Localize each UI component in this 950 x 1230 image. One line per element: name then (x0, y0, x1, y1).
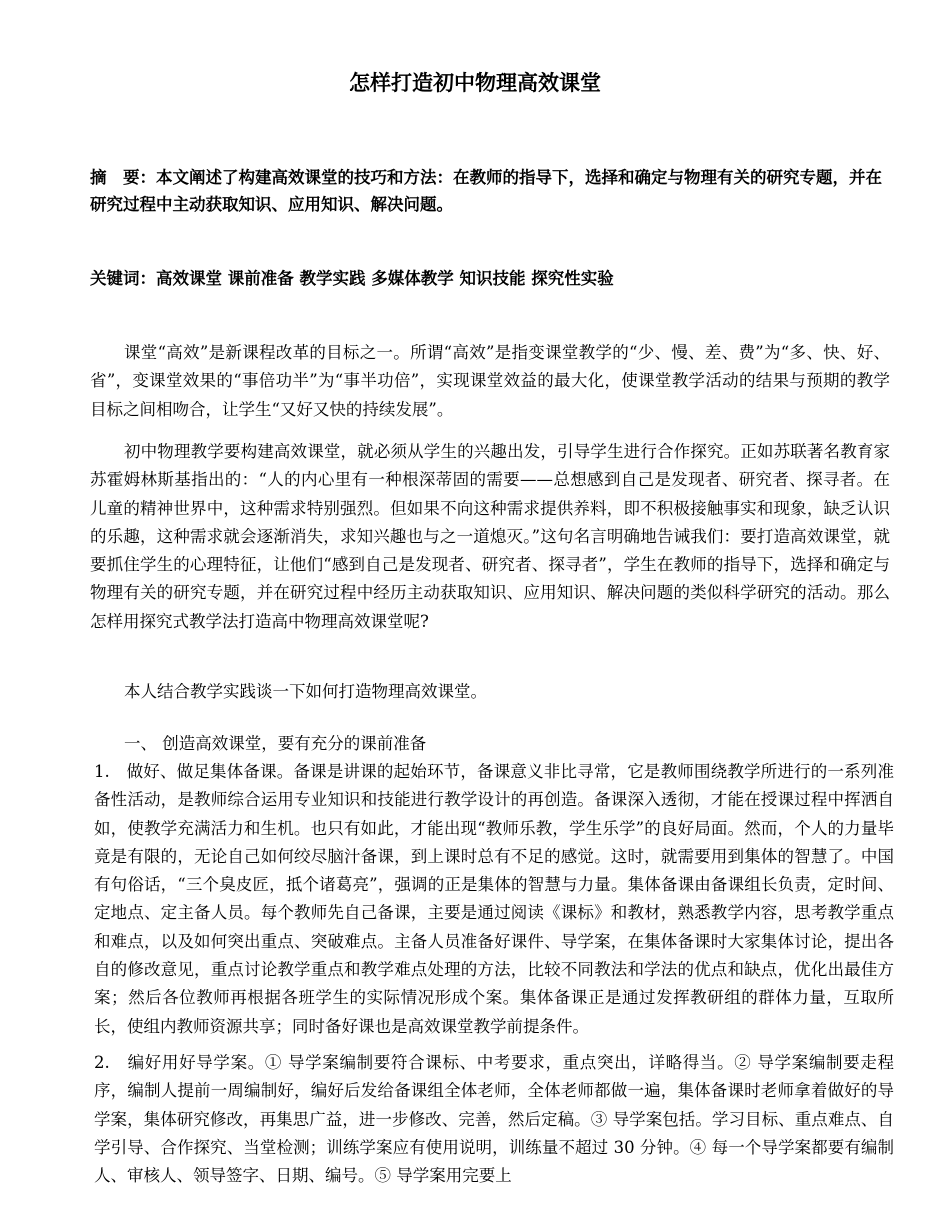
keywords: 关键词：高效课堂 课前准备 教学实践 多媒体教学 知识技能 探究性实验 (90, 269, 614, 288)
paragraph-intro: 课堂“高效”是新课程改革的目标之一。所谓“高效”是指变课堂教学的“少、慢、差、费”为“多、快、好、省”，变课堂效果的“事倍功半”为“事半功倍”，实现课堂效益的最大化，使课堂教学活动的结果与预期的教学目标之间相吻合，让学生“又好又快的持续发展”。 (90, 343, 890, 419)
list-item-learning-guide: 2. 编好用好导学案。① 导学案编制要符合课标、中考要求，重点突出，详略得当。② 导学案编制要走程序，编制人提前一周编制好，编好后发给备课组全体老师，全体老师都做一遍，集体备课时老师拿着做好的导学案，集体研究修改，再集思广益，进一步修改、完善，然后定稿。③ 导学案包括。学习目标、重点难点、自学引导、合作探究、当堂检测；训练学案应有使用说明，训练量不超过 30 分钟。④ 每一个导学案都要有编制人、审核人、领导签字、日期、编号。⑤ 导学案用完要上 (94, 1053, 894, 1186)
paragraph-transition: 本人结合教学实践谈一下如何打造物理高效课堂。 (124, 682, 487, 701)
abstract: 摘 要：本文阐述了构建高效课堂的技巧和方法：在教师的指导下，选择和确定与物理有关的研究专题，并在研究过程中主动获取知识、应用知识、解决问题。 (90, 168, 882, 214)
section-heading: 一、 创造高效课堂，要有充分的课前准备 (124, 734, 427, 753)
paragraph-main: 初中物理教学要构建高效课堂，就必须从学生的兴趣出发，引导学生进行合作探究。正如苏联著名教育家苏霍姆林斯基指出的：“人的内心里有一种根深蒂固的需要——总想感到自己是发现者、研究者、探寻者。在儿童的精神世界中，这种需求特别强烈。但如果不向这种需求提供养料，即不积极接触事实和现象，缺乏认识的乐趣，这种需求就会逐渐消失，求知兴趣也与之一道熄灭。”这句名言明确地告诫我们：要打造高效课堂，就要抓住学生的心理特征，让他们“感到自己是发现者、研究者、探寻者”，学生在教师的指导下，选择和确定与物理有关的研究专题，并在研究过程中经历主动获取知识、应用知识、解决问题的类似科学研究的活动。那么怎样用探究式教学法打造高中物理高效课堂呢? (90, 442, 890, 631)
document-title: 怎样打造初中物理高效课堂 (349, 70, 601, 95)
list-item-collective-lesson-prep: 1. 做好、做足集体备课。备课是讲课的起始环节，备课意义非比寻常，它是教师围绕教学所进行的一系列准备性活动，是教师综合运用专业知识和技能进行教学设计的再创造。备课深入透彻，才能在授课过程中挥洒自如，使教学充满活力和生机。也只有如此，才能出现“教师乐教，学生乐学”的良好局面。然而，个人的力量毕竟是有限的，无论自己如何绞尽脑汁备课，到上课时总有不足的感觉。这时，就需要用到集体的智慧了。中国有句俗话，“三个臭皮匠，抵个诸葛亮”，强调的正是集体的智慧与力量。集体备课由备课组长负责，定时间、定地点、定主备人员。每个教师先自己备课，主要是通过阅读《课标》和教材，熟悉教学内容，思考教学重点和难点，以及如何突出重点、突破难点。主备人员准备好课件、导学案，在集体备课时大家集体讨论，提出各自的修改意见，重点讨论教学重点和教学难点处理的方法，比较不同教法和学法的优点和缺点，优化出最佳方案；然后各位教师再根据各班学生的实际情况形成个案。集体备课正是通过发挥教研组的群体力量，互取所长，使组内教师资源共享；同时备好课也是高效课堂教学前提条件。 (94, 762, 894, 1036)
